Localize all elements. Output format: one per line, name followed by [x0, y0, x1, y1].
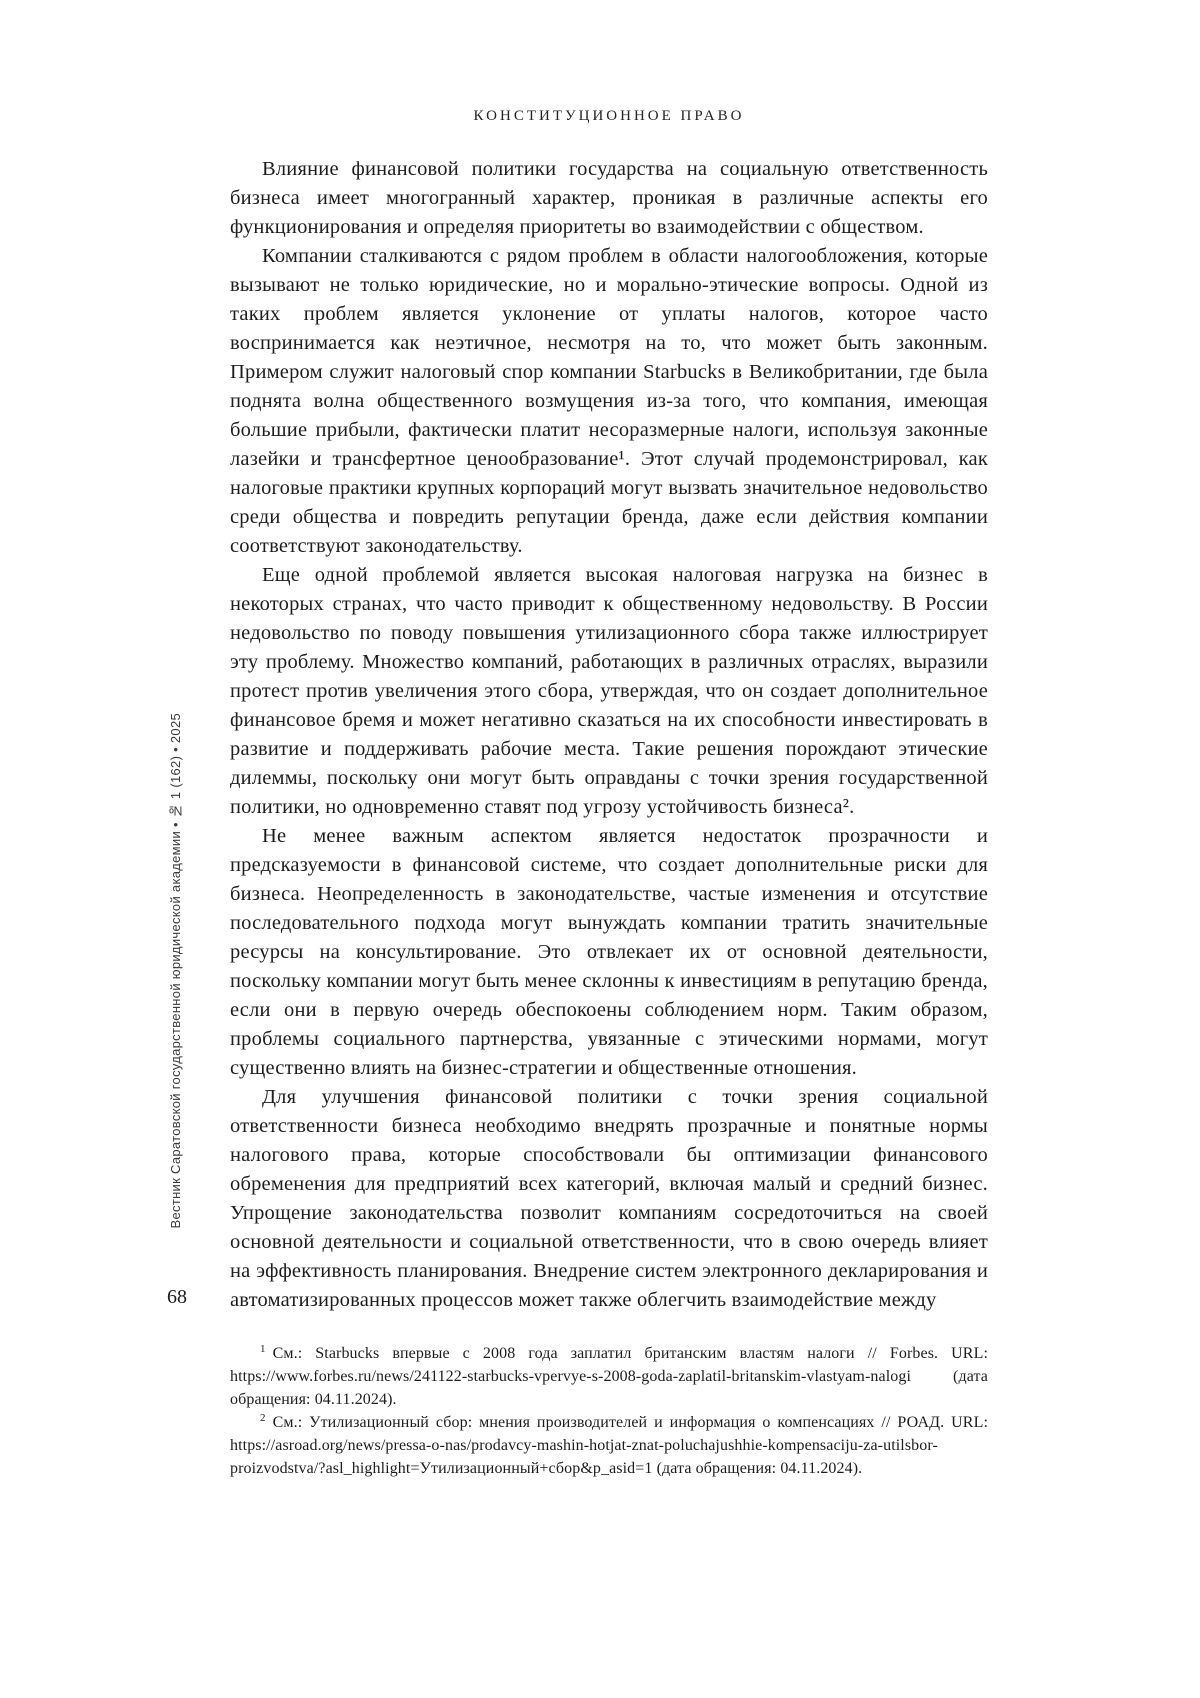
- footnote-marker: 1: [260, 1342, 266, 1355]
- paragraph: Еще одной проблемой является высокая налоговая нагрузка на бизнес в некоторых странах, что часто приводит к общественному недовольству. В России недовольство по поводу повышения утилизационного сбора также иллюстрирует эту проблему. Множество компаний, работающих в различных отраслях, выразили протест против увеличения этого сбора, утверждая, что он создает дополнительное финансовое бремя и может негативно сказаться на их способности инвестировать в развитие и поддерживать рабочие места. Такие решения порождают этические дилеммы, поскольку они могут быть оправданы с точки зрения государственной политики, но одновременно ставят под угрозу устойчивость бизнеса².: [230, 564, 988, 818]
- footnote-text: См.: Утилизационный сбор: мнения производителей и информация о компенсациях // РОАД. URL: https://asroad.org/news/pressa-o-nas/prodavcy-mashin-hotjat-znat-poluchajushhie-kompensaciju-za-utilsbor-proizvodstva/?asl_highlight=Утилизационный+сбор&p_asid=1 (дата обращения: 04.11.2024).: [230, 1414, 988, 1477]
- paragraph: Для улучшения финансовой политики с точки зрения социальной ответственности бизнеса необходимо внедрять прозрачные и понятные нормы налогового права, которые способствовали бы оптимизации финансового обременения для предприятий всех категорий, включая малый и средний бизнес. Упрощение законодательства позволит компаниям сосредоточиться на своей основной деятельности и социальной ответственности, что в свою очередь влияет на эффективность планирования. Внедрение систем электронного декларирования и автоматизированных процессов может также облегчить взаимодействие между: [230, 1086, 988, 1311]
- footnotes-section: [230, 1342, 988, 1480]
- page-number: 68: [167, 1286, 187, 1308]
- paragraph: Компании сталкиваются с рядом проблем в области налогообложения, которые вызывают не только юридические, но и морально-этические вопросы. Одной из таких проблем является уклонение от уплаты налогов, которое часто воспринимается как неэтичное, несмотря на то, что может быть законным. Примером служит налоговый спор компании Starbucks в Великобритании, где была поднята волна общественного возмущения из-за того, что компания, имеющая большие прибыли, фактически платит несоразмерные налоги, используя законные лазейки и трансфертное ценообразование¹. Этот случай продемонстрировал, как налоговые практики крупных корпораций могут вызвать значительное недовольство среди общества и повредить репутации бренда, даже если действия компании соответствуют законодательству.: [230, 245, 988, 557]
- footnote-marker: 2: [260, 1411, 266, 1424]
- footnote-text: См.: Starbucks впервые с 2008 года заплатил британским властям налоги // Forbes. URL: https://www.forbes.ru/news/241122-starbucks-vpervye-s-2008-goda-zaplatil-britanskim-vlastyam-nalogi (дата обращения: 04.11.2024).: [230, 1345, 988, 1408]
- running-head: КОНСТИТУЦИОННОЕ ПРАВО: [473, 108, 745, 124]
- paragraph: Не менее важным аспектом является недостаток прозрачности и предсказуемости в финансовой системе, что создает дополнительные риски для бизнеса. Неопределенность в законодательстве, частые изменения и отсутствие последовательного подхода могут вынуждать компании тратить значительные ресурсы на консультирование. Это отвлекает их от основной деятельности, поскольку компании могут быть менее склонны к инвестициям в репутацию бренда, если они в первую очередь обеспокоены соблюдением норм. Таким образом, проблемы социального партнерства, увязанные с этическими нормами, могут существенно влиять на бизнес-стратегии и общественные отношения.: [230, 825, 988, 1079]
- sidebar-journal-info: Вестник Саратовской государственной юридической академии • № 1 (162) • 2025: [168, 713, 183, 1229]
- paragraph: Влияние финансовой политики государства на социальную ответственность бизнеса имеет многогранный характер, проникая в различные аспекты его функционирования и определяя приоритеты во взаимодействии с обществом.: [230, 158, 988, 238]
- footnote: [230, 1342, 988, 1411]
- footnote: [230, 1411, 988, 1480]
- article-body: [230, 155, 988, 1480]
